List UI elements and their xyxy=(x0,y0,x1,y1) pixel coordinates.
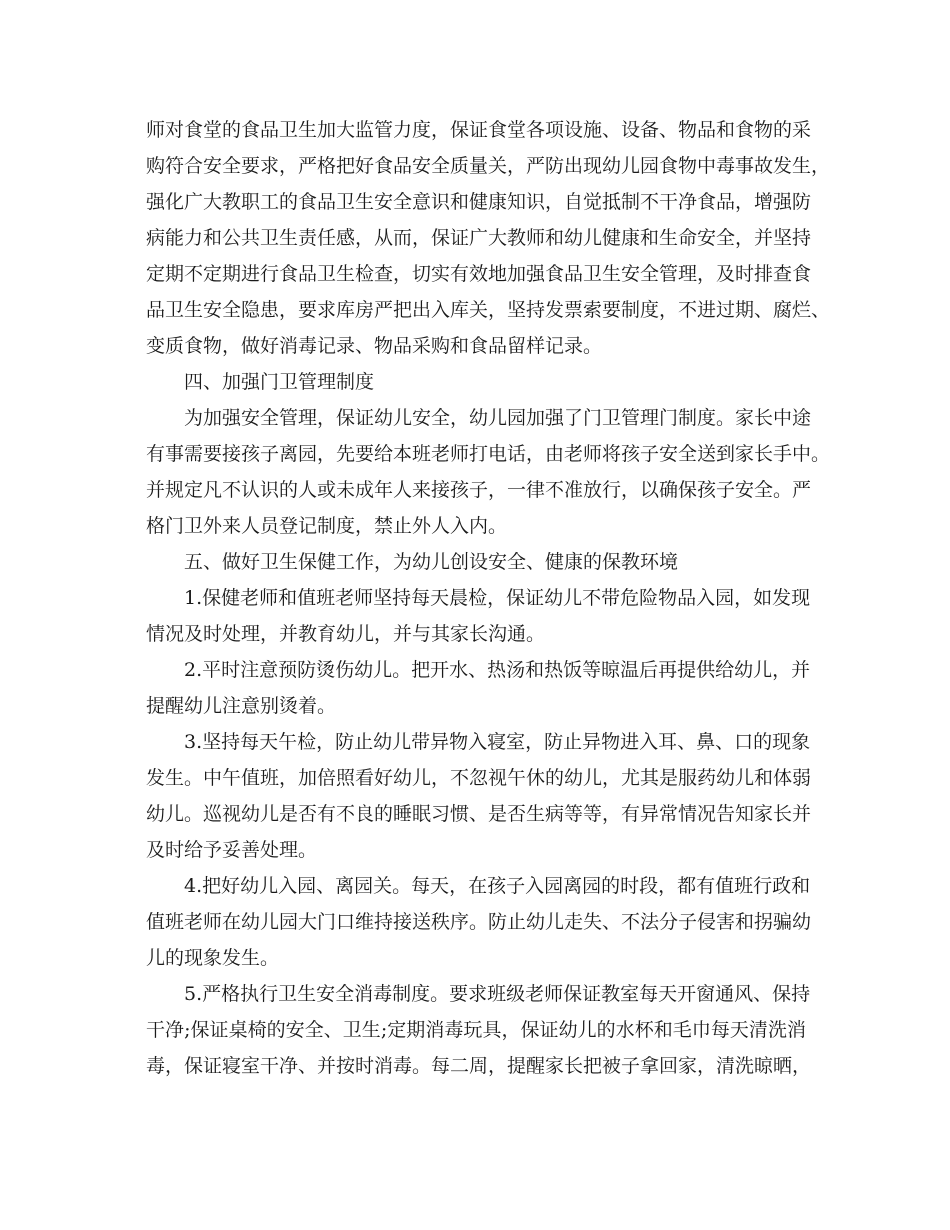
list-item-line: 5.严格执行卫生安全消毒制度。要求班级老师保证教室每天开窗通风、保持 xyxy=(184,983,811,1005)
list-item-line: 值班老师在幼儿园大门口维持接送秩序。防止幼儿走失、不法分子侵害和拐骗幼 xyxy=(146,911,812,933)
paragraph-line: 有事需要接孩子离园，先要给本班老师打电话，由老师将孩子安全送到家长手中。 xyxy=(146,443,831,465)
list-item-line: 3.坚持每天午检，防止幼儿带异物入寝室，防止异物进入耳、鼻、口的现象 xyxy=(184,731,811,753)
paragraph-line: 格门卫外来人员登记制度，禁止外人入内。 xyxy=(146,515,508,537)
section-heading: 四、加强门卫管理制度 xyxy=(184,371,375,393)
section-heading: 五、做好卫生保健工作，为幼儿创设安全、健康的保教环境 xyxy=(184,551,679,573)
paragraph-line: 品卫生安全隐患，要求库房严把出入库关，坚持发票索要制度，不进过期、腐烂、 xyxy=(146,299,831,321)
document-body xyxy=(146,112,831,1084)
list-item-line: 1.保健老师和值班老师坚持每天晨检，保证幼儿不带危险物品入园，如发现 xyxy=(184,587,811,609)
paragraph-line: 病能力和公共卫生责任感，从而，保证广大教师和幼儿健康和生命安全，并坚持 xyxy=(146,227,812,249)
paragraph-line: 定期不定期进行食品卫生检查，切实有效地加强食品卫生安全管理，及时排查食 xyxy=(146,263,812,285)
list-item-line: 发生。中午值班，加倍照看好幼儿，不忽视午休的幼儿，尤其是服药幼儿和体弱 xyxy=(146,767,812,789)
list-item-line: 干净;保证桌椅的安全、卫生;定期消毒玩具，保证幼儿的水杯和毛巾每天清洗消 xyxy=(146,1019,806,1041)
list-item-line: 4.把好幼儿入园、离园关。每天，在孩子入园离园的时段，都有值班行政和 xyxy=(184,875,811,897)
paragraph-line: 为加强安全管理，保证幼儿安全，幼儿园加强了门卫管理门制度。家长中途 xyxy=(184,407,812,429)
paragraph-line: 变质食物，做好消毒记录、物品采购和食品留样记录。 xyxy=(146,335,603,357)
list-item-line: 提醒幼儿注意别烫着。 xyxy=(146,695,337,717)
list-item-line: 2.平时注意预防烫伤幼儿。把开水、热汤和热饭等晾温后再提供给幼儿，并 xyxy=(184,659,811,681)
list-item-line: 及时给予妥善处理。 xyxy=(146,839,318,861)
paragraph-line: 师对食堂的食品卫生加大监管力度，保证食堂各项设施、设备、物品和食物的采 xyxy=(146,119,812,141)
paragraph-line: 并规定凡不认识的人或未成年人来接孩子，一律不准放行，以确保孩子安全。严 xyxy=(146,479,812,501)
list-item-line: 情况及时处理，并教育幼儿，并与其家长沟通。 xyxy=(146,623,546,645)
list-item-line: 儿的现象发生。 xyxy=(146,947,280,969)
list-item-line: 毒，保证寝室干净、并按时消毒。每二周，提醒家长把被子拿回家，清洗晾晒， xyxy=(146,1055,812,1077)
paragraph-line: 购符合安全要求，严格把好食品安全质量关，严防出现幼儿园食物中毒事故发生， xyxy=(146,155,831,177)
list-item-line: 幼儿。巡视幼儿是否有不良的睡眠习惯、是否生病等等，有异常情况告知家长并 xyxy=(146,803,812,825)
paragraph-line: 强化广大教职工的食品卫生安全意识和健康知识，自觉抵制不干净食品，增强防 xyxy=(146,191,812,213)
